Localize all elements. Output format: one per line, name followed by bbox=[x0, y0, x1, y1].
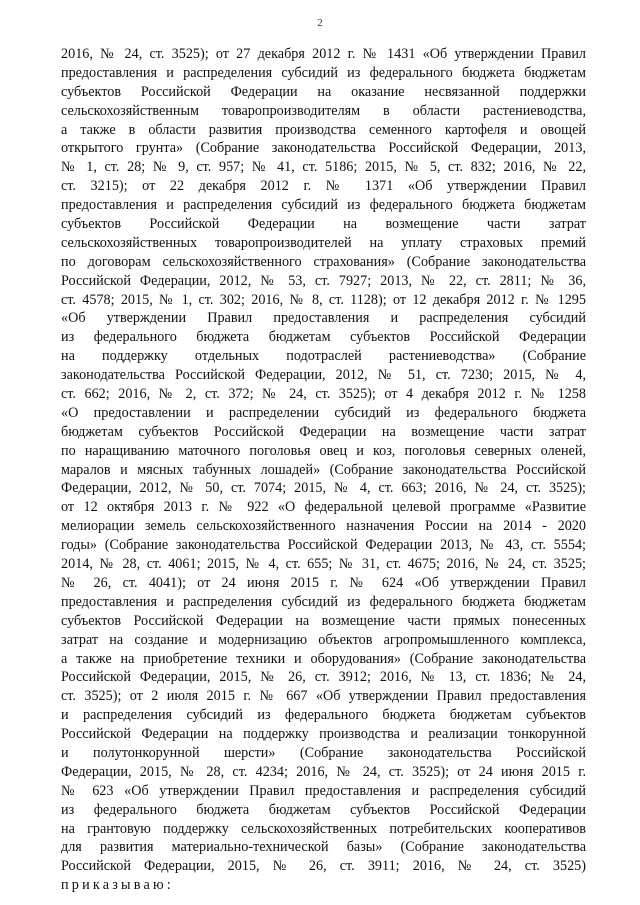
body-line: бюджетам субъектов Российской Федерации на возмещение части затрат bbox=[61, 423, 586, 440]
page-number: 2 bbox=[317, 17, 323, 29]
body-line: Российской Федерации, 2015, № 26, ст. 3912; 2016, № 13, ст. 1836; № 24, bbox=[61, 669, 586, 686]
body-line: № 623 «Об утверждении Правил предоставления и распределения субсидий bbox=[61, 782, 586, 799]
body-line: ст. 662; 2016, № 2, ст. 372; № 24, ст. 3525); от 4 декабря 2012 г. № 1258 bbox=[61, 386, 586, 403]
body-line: Российской Федерации, 2015, № 26, ст. 3911; 2016, № 24, ст. 3525) bbox=[61, 858, 586, 875]
body-line: № 1, ст. 28; № 9, ст. 957; № 41, ст. 5186; 2015, № 5, ст. 832; 2016, № 22, bbox=[61, 159, 586, 176]
body-line: ст. 3525); от 2 июля 2015 г. № 667 «Об утверждении Правил предоставления bbox=[61, 688, 586, 705]
body-line: предоставления и распределения субсидий из федерального бюджета бюджетам bbox=[61, 64, 586, 81]
body-line: законодательства Российской Федерации, 2012, № 51, ст. 7230; 2015, № 4, bbox=[61, 367, 586, 384]
body-line: 2014, № 28, ст. 4061; 2015, № 4, ст. 655; № 31, ст. 4675; 2016, № 24, ст. 3525; bbox=[61, 556, 586, 573]
body-line: и полутонкорунной шерсти» (Собрание законодательства Российской bbox=[61, 744, 586, 761]
body-line: от 12 октября 2013 г. № 922 «О федеральной целевой программе «Развитие bbox=[61, 499, 586, 516]
closing-word: приказываю: bbox=[61, 877, 174, 894]
body-line: «О предоставлении и распределении субсидий из федерального бюджета bbox=[61, 404, 586, 421]
body-line: из федерального бюджета бюджетам субъектов Российской Федерации bbox=[61, 329, 586, 346]
body-line: субъектов Российской Федерации на возмещение части затрат bbox=[61, 216, 586, 233]
body-line: сельскохозяйственным товаропроизводителям в области растениеводства, bbox=[61, 102, 586, 119]
body-line: сельскохозяйственных товаропроизводителей на уплату страховых премий bbox=[61, 234, 586, 251]
body-line: маралов и мясных табунных лошадей» (Собрание законодательства Российской bbox=[61, 461, 586, 478]
document-body bbox=[61, 45, 586, 895]
body-line: для развития материально-технической базы» (Собрание законодательства bbox=[61, 839, 586, 856]
body-line: предоставления и распределения субсидий из федерального бюджета бюджетам bbox=[61, 593, 586, 610]
body-line: мелиорации земель сельскохозяйственного назначения России на 2014 - 2020 bbox=[61, 518, 586, 535]
body-line: Федерации, 2012, № 50, ст. 7074; 2015, № 4, ст. 663; 2016, № 24, ст. 3525); bbox=[61, 480, 586, 497]
body-line: ст. 3215); от 22 декабря 2012 г. № 1371 «Об утверждении Правил bbox=[61, 178, 586, 195]
body-line: открытого грунта» (Собрание законодательства Российской Федерации, 2013, bbox=[61, 140, 586, 157]
body-line: и распределения субсидий из федерального бюджета бюджетам субъектов bbox=[61, 707, 586, 724]
body-line: субъектов Российской Федерации на оказание несвязанной поддержки bbox=[61, 83, 586, 100]
body-line: годы» (Собрание законодательства Российской Федерации 2013, № 43, ст. 5554; bbox=[61, 537, 586, 554]
body-line: № 26, ст. 4041); от 24 июня 2015 г. № 624 «Об утверждении Правил bbox=[61, 574, 586, 591]
body-line: Российской Федерации на поддержку производства и реализации тонкорунной bbox=[61, 726, 586, 743]
body-line: Российской Федерации, 2012, № 53, ст. 7927; 2013, № 22, ст. 2811; № 36, bbox=[61, 272, 586, 289]
body-line: на поддержку отдельных подотраслей растениеводства» (Собрание bbox=[61, 348, 586, 365]
body-line: а также на приобретение техники и оборудования» (Собрание законодательства bbox=[61, 650, 586, 667]
body-line: по наращиванию маточного поголовья овец и коз, поголовья северных оленей, bbox=[61, 442, 586, 459]
body-line: ст. 4578; 2015, № 1, ст. 302; 2016, № 8, ст. 1128); от 12 декабря 2012 г. № 1295 bbox=[61, 291, 586, 308]
body-line: а также в области развития производства семенного картофеля и овощей bbox=[61, 121, 586, 138]
body-line: по договорам сельскохозяйственного страхования» (Собрание законодательства bbox=[61, 253, 586, 270]
body-line: затрат на создание и модернизацию объектов агропромышленного комплекса, bbox=[61, 631, 586, 648]
body-line: Федерации, 2015, № 28, ст. 4234; 2016, № 24, ст. 3525); от 24 июня 2015 г. bbox=[61, 763, 586, 780]
body-line: 2016, № 24, ст. 3525); от 27 декабря 2012 г. № 1431 «Об утверждении Правил bbox=[61, 46, 586, 62]
body-line: из федерального бюджета бюджетам субъектов Российской Федерации bbox=[61, 801, 586, 818]
body-line: предоставления и распределения субсидий из федерального бюджета бюджетам bbox=[61, 197, 586, 214]
body-line: на грантовую поддержку сельскохозяйственных потребительских кооперативов bbox=[61, 820, 586, 837]
body-line: субъектов Российской Федерации на возмещение части прямых понесенных bbox=[61, 612, 586, 629]
body-line: «Об утверждении Правил предоставления и распределения субсидий bbox=[61, 310, 586, 327]
